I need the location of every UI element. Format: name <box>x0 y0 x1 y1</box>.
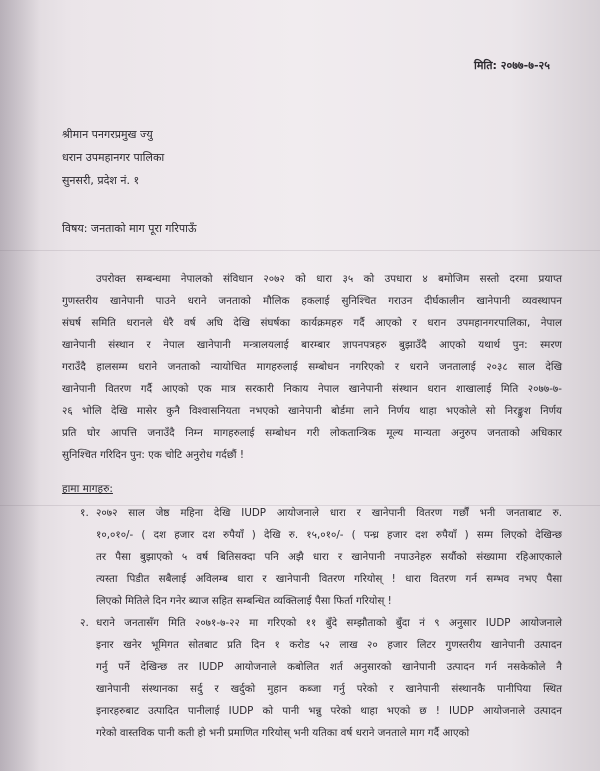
demands-heading: हामा मागहरु: <box>62 483 113 495</box>
demand-line: इनारहरुबाट उत्पादित पानीलाई IUDP को पानी भन्नु परेको थाहा भएको छ ! IUDP आयोजनाले उत्पादन <box>96 705 562 717</box>
demand-number: २. <box>80 617 89 629</box>
body-line: सुनिश्चित गरिदिन पुन: एक चोटि अनुरोध गर्दछौं ! <box>62 449 244 461</box>
demand-line: गरेको वास्तविक पानी कती हो भनी प्रमाणित गरियोस् भनी यतिका वर्ष धराने जनताले माग गर्दै आएको <box>96 727 470 739</box>
demand-line: तर पैसा बुझाएको ५ वर्ष बितिसक्दा पनि अझै धारा र खानेपानी नपाउनेहरु सयौंको संख्यामा रहिआएकाले <box>96 551 562 563</box>
demand-number: १. <box>80 507 89 519</box>
letter-date: मिति: २०७७-७-२५ <box>474 59 550 72</box>
body-line: खानेपानी संस्थान र नेपाल खानेपानी मन्त्रालयलाई बारम्बार ज्ञापनपत्रहरु बुझाउँदै आएको यथार्थ पुन: स्मरण <box>62 339 562 351</box>
body-line: गराउँदै हालसम्म धराने जनताको न्यायोचित मागहरुलाई सम्बोधन नगरिएको र धराने जनतालाई २०३८ साल देखि <box>62 361 562 373</box>
addressee-line: श्रीमान पनगरप्रमुख ज्यु <box>62 128 153 141</box>
demand-line: लिएको मितिले दिन गनेर ब्याज सहित सम्बन्धित व्यक्तिलाई पैसा फिर्ता गरियोस् ! <box>96 595 392 607</box>
addressee-line: सुनसरी, प्रदेश नं. १ <box>62 174 140 187</box>
body-line: प्रति घोर आपत्ति जनाउँदै निम्न मागहरुलाई सम्बोधन गरी लोकतान्त्रिक मूल्य मान्यता अनुरुप जनताको अधिकार <box>62 427 562 439</box>
body-line: उपरोक्त सम्बन्धमा नेपालको संविधान २०७२ को धारा ३५ को उपधारा ४ बमोजिम सस्तो दरमा प्रयाप्त <box>96 273 563 285</box>
demand-line: त्यस्ता पिडीत सबैलाई अविलम्ब धारा र खानेपानी वितरण गरियोस् ! धारा वितरण गर्न सम्भव नभए पैसा <box>96 573 562 585</box>
body-line: २६ भोलि देखि मासेर कुनै विश्वासनियता नभएको खानेपानी बोर्डमा लाने निर्णय थाहा भएकोले सो निरङ्कुश निर्णय <box>62 405 562 417</box>
page-edge-shadow <box>0 0 40 771</box>
demand-line: धराने जनतासँग मिति २०७१-७-२२ मा गरिएको ११ बुँदे सम्झौताको बुँदा नं ९ अनुसार IUDP आयोजनाले <box>96 617 562 629</box>
body-line: गुणस्तरीय खानेपानी पाउने धराने जनताको मौलिक हकलाई सुनिश्चित गराउन दीर्घकालीन खानेपानी व्यवस्थापन <box>62 295 562 307</box>
demand-line: गर्नु पर्ने देखिन्छ तर IUDP आयोजनाले कबोलित शर्त अनुसारको खानेपानी उत्पादन गर्न नसकेकोले नै <box>96 661 562 673</box>
body-line: खानेपानी वितरण गर्दै आएको एक मात्र सरकारी निकाय नेपाल खानेपानी संस्थान धरान शाखालाई मिति २०७७-७- <box>62 383 562 395</box>
paper-fold <box>0 250 600 251</box>
body-line: संघर्ष समिति धरानले धेरै वर्ष अघि देखि संघर्षका कार्यक्रमहरु गर्दै आएको र धरान उपमहानगरपालिका, नेपाल <box>62 317 562 329</box>
demand-line: २०७२ साल जेष्ठ महिना देखि IUDP आयोजनाले धारा र खानेपानी वितरण गर्छौं भनी जनताबाट रु. <box>96 507 562 519</box>
demand-line: इनार खनेर भूमिगत सोतबाट प्रति दिन १ करोड ५२ लाख २० हजार लिटर गुणस्तरीय खानेपानी उत्पादन <box>96 639 562 651</box>
demand-line: १०,०१०/- ( दश हजार दश रुपैयाँ ) देखि रु. १५,०१०/- ( पन्ध्र हजार दश रुपैयाँ ) सम्म लिएको देखिन्छ <box>96 529 562 541</box>
letter-subject: विषय: जनताको माग पूरा गरिपाऊँ <box>62 222 197 235</box>
demand-line: खानेपानी संस्थानका सर्दु र खर्दुको मुहान कब्जा गर्नु परेको र खानेपानी संस्थानकै पानीपिया स्थित <box>96 683 562 695</box>
addressee-line: धरान उपमहानगर पालिका <box>62 151 165 164</box>
